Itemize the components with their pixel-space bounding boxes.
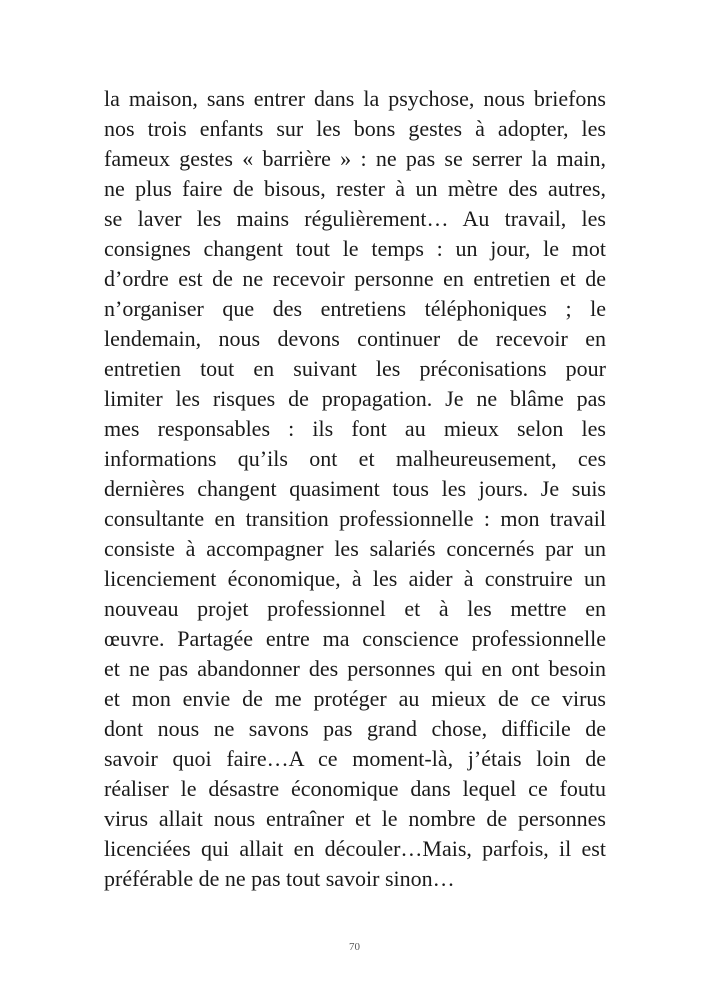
page-number: 70: [349, 941, 360, 953]
text-line: œuvre. Partagée entre ma conscience professionnelle: [104, 626, 606, 651]
text-line: dont nous ne savons pas grand chose, difficile de: [104, 716, 606, 741]
text-line: et ne pas abandonner des personnes qui en ont besoin: [104, 656, 606, 681]
body-text: [104, 84, 606, 894]
text-line: et mon envie de me protéger au mieux de ce virus: [104, 686, 606, 711]
text-line: consignes changent tout le temps : un jour, le mot: [104, 236, 606, 261]
text-line: d’ordre est de ne recevoir personne en entretien et de: [104, 266, 606, 291]
text-line: savoir quoi faire…A ce moment-là, j’étais loin de: [104, 746, 606, 771]
text-line: n’organiser que des entretiens téléphoniques ; le: [104, 296, 606, 321]
text-line: nouveau projet professionnel et à les mettre en: [104, 596, 606, 621]
text-line: informations qu’ils ont et malheureusement, ces: [104, 446, 606, 471]
text-line: nos trois enfants sur les bons gestes à adopter, les: [104, 116, 606, 141]
text-line: consultante en transition professionnelle : mon travail: [104, 506, 606, 531]
text-line-last: préférable de ne pas tout savoir sinon…: [104, 866, 455, 891]
text-line: dernières changent quasiment tous les jours. Je suis: [104, 476, 606, 501]
text-line: consiste à accompagner les salariés concernés par un: [104, 536, 606, 561]
text-line: fameux gestes « barrière » : ne pas se serrer la main,: [104, 146, 606, 171]
text-line: réaliser le désastre économique dans lequel ce foutu: [104, 776, 606, 801]
text-line: entretien tout en suivant les préconisations pour: [104, 356, 606, 381]
text-line: limiter les risques de propagation. Je ne blâme pas: [104, 386, 606, 411]
text-line: lendemain, nous devons continuer de recevoir en: [104, 326, 606, 351]
text-line: ne plus faire de bisous, rester à un mètre des autres,: [104, 176, 606, 201]
text-line: mes responsables : ils font au mieux selon les: [104, 416, 606, 441]
text-line: licenciement économique, à les aider à construire un: [104, 566, 606, 591]
text-line: se laver les mains régulièrement… Au travail, les: [104, 206, 606, 231]
text-line: la maison, sans entrer dans la psychose, nous briefons: [104, 86, 606, 111]
text-line: virus allait nous entraîner et le nombre de personnes: [104, 806, 606, 831]
text-line: licenciées qui allait en découler…Mais, parfois, il est: [104, 836, 606, 861]
